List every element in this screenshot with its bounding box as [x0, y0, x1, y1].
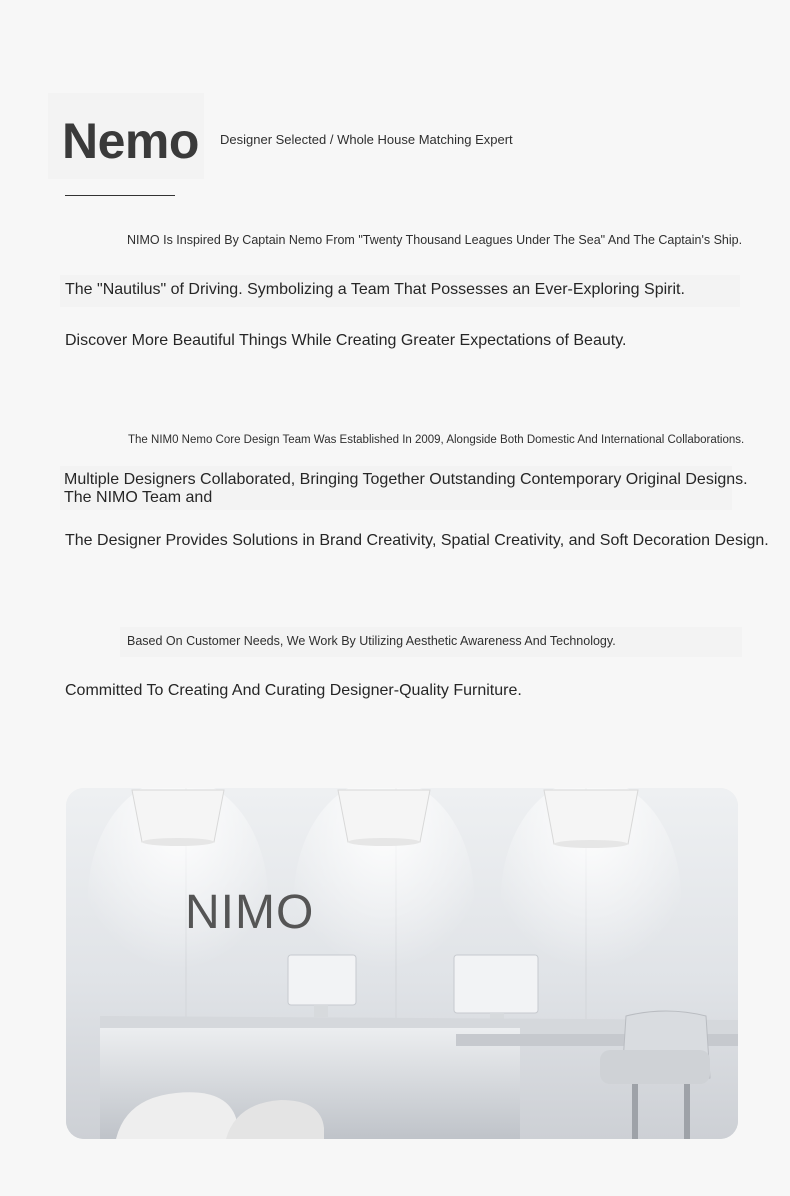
brand-tagline: Designer Selected / Whole House Matching Expert — [220, 132, 513, 147]
brand-title: Nemo — [62, 113, 199, 169]
intro-line-2: The "Nautilus" of Driving. Symbolizing a Team That Possesses an Ever-Exploring Spirit. — [65, 281, 685, 298]
office-reception-photo — [66, 788, 738, 1139]
team-line-1: The NIM0 Nemo Core Design Team Was Established In 2009, Alongside Both Domestic And International Collaborations. — [128, 434, 745, 446]
mission-line-2: Committed To Creating And Curating Designer-Quality Furniture. — [65, 682, 522, 699]
intro-line-3: Discover More Beautiful Things While Creating Greater Expectations of Beauty. — [65, 332, 627, 349]
intro-line-1: NIMO Is Inspired By Captain Nemo From "Twenty Thousand Leagues Under The Sea" And The Captain's Ship. — [127, 233, 743, 247]
photo-caption: NIMO — [185, 886, 315, 939]
team-line-2a: Multiple Designers Collaborated, Bringing Together Outstanding Contemporary Original Designs. — [64, 471, 748, 488]
title-divider — [65, 195, 175, 196]
team-line-3: The Designer Provides Solutions in Brand Creativity, Spatial Creativity, and Soft Decoration Design. — [65, 532, 769, 549]
team-line-2b: The NIMO Team and — [64, 489, 213, 506]
mission-line-1: Based On Customer Needs, We Work By Utilizing Aesthetic Awareness And Technology. — [127, 634, 616, 648]
